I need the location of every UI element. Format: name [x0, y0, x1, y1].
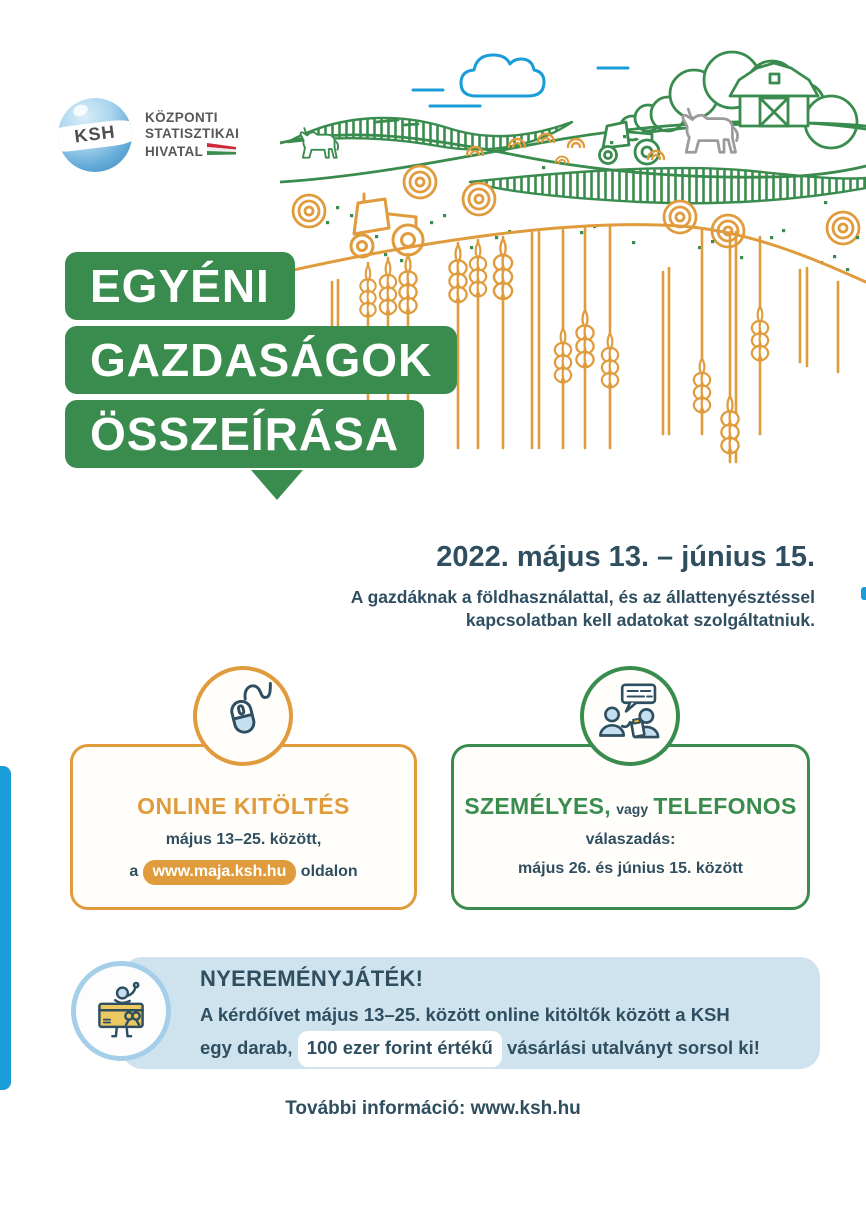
personal-line-2: május 26. és június 15. között — [518, 860, 743, 877]
prize-line-1: A kérdőívet május 13–25. között online kitöltők között a KSH — [200, 1004, 730, 1025]
date-range: 2022. május 13. – június 15. — [436, 541, 815, 573]
hills-icon — [280, 118, 866, 203]
poster-title — [65, 252, 457, 500]
census-period — [351, 541, 815, 633]
ksh-logo — [58, 98, 239, 172]
horse-icon — [683, 109, 738, 152]
personal-line-1: válaszadás: — [585, 831, 676, 848]
subtitle-line-2: kapcsolatban kell adatokat szolgáltatniuk. — [465, 610, 815, 631]
ksh-org-name: KÖZPONTI STATISZTIKAI HIVATAL — [145, 110, 240, 159]
title-line-3: ÖSSZEÍRÁSA — [65, 400, 424, 468]
computer-mouse-icon — [206, 679, 280, 753]
hungarian-flag-arrow-icon — [207, 143, 237, 158]
hay-bale-icon — [293, 195, 325, 227]
right-edge-tick — [861, 587, 866, 600]
cloud-icon — [413, 55, 628, 106]
ksh-logo-sphere-icon — [58, 98, 132, 172]
personal-heading: SZEMÉLYES, vagy TELEFONOS — [464, 793, 797, 819]
hay-bale-icon — [404, 166, 436, 198]
prize-line-2: egy darab, 100 ezer forint értékű vásárlási utalványt sorsol ki! — [200, 1031, 760, 1066]
title-line-1: EGYÉNI — [65, 252, 295, 320]
title-line-2: GAZDASÁGOK — [65, 326, 457, 394]
footer-info: További információ: www.ksh.hu — [285, 1098, 581, 1119]
left-accent-bar — [0, 766, 11, 1090]
prize-heading: NYEREMÉNYJÁTÉK! — [200, 966, 424, 991]
hay-bale-icon — [827, 212, 859, 244]
online-heading: ONLINE KITÖLTÉS — [137, 793, 350, 819]
ksh-acronym: KSH — [73, 121, 117, 147]
hay-bale-icon — [463, 183, 495, 215]
gift-voucher-icon — [85, 975, 157, 1047]
prize-icon-circle — [71, 961, 171, 1061]
interview-chat-icon — [591, 677, 669, 755]
online-card — [70, 744, 417, 910]
prize-amount-highlight: 100 ezer forint értékű — [298, 1031, 502, 1066]
subtitle-line-1: A gazdáknak a földhasználattal, és az állattenyésztéssel — [350, 587, 815, 607]
online-url-line: a www.maja.ksh.hu oldalon — [73, 860, 414, 885]
title-pointer — [251, 470, 303, 500]
online-card-icon-circle — [193, 666, 293, 766]
personal-card-icon-circle — [580, 666, 680, 766]
prize-text — [200, 966, 760, 1067]
personal-card — [451, 744, 810, 910]
online-period: május 13–25. között, — [165, 831, 322, 848]
maja-url-pill: www.maja.ksh.hu — [143, 860, 297, 885]
haystack-icon — [568, 139, 584, 147]
